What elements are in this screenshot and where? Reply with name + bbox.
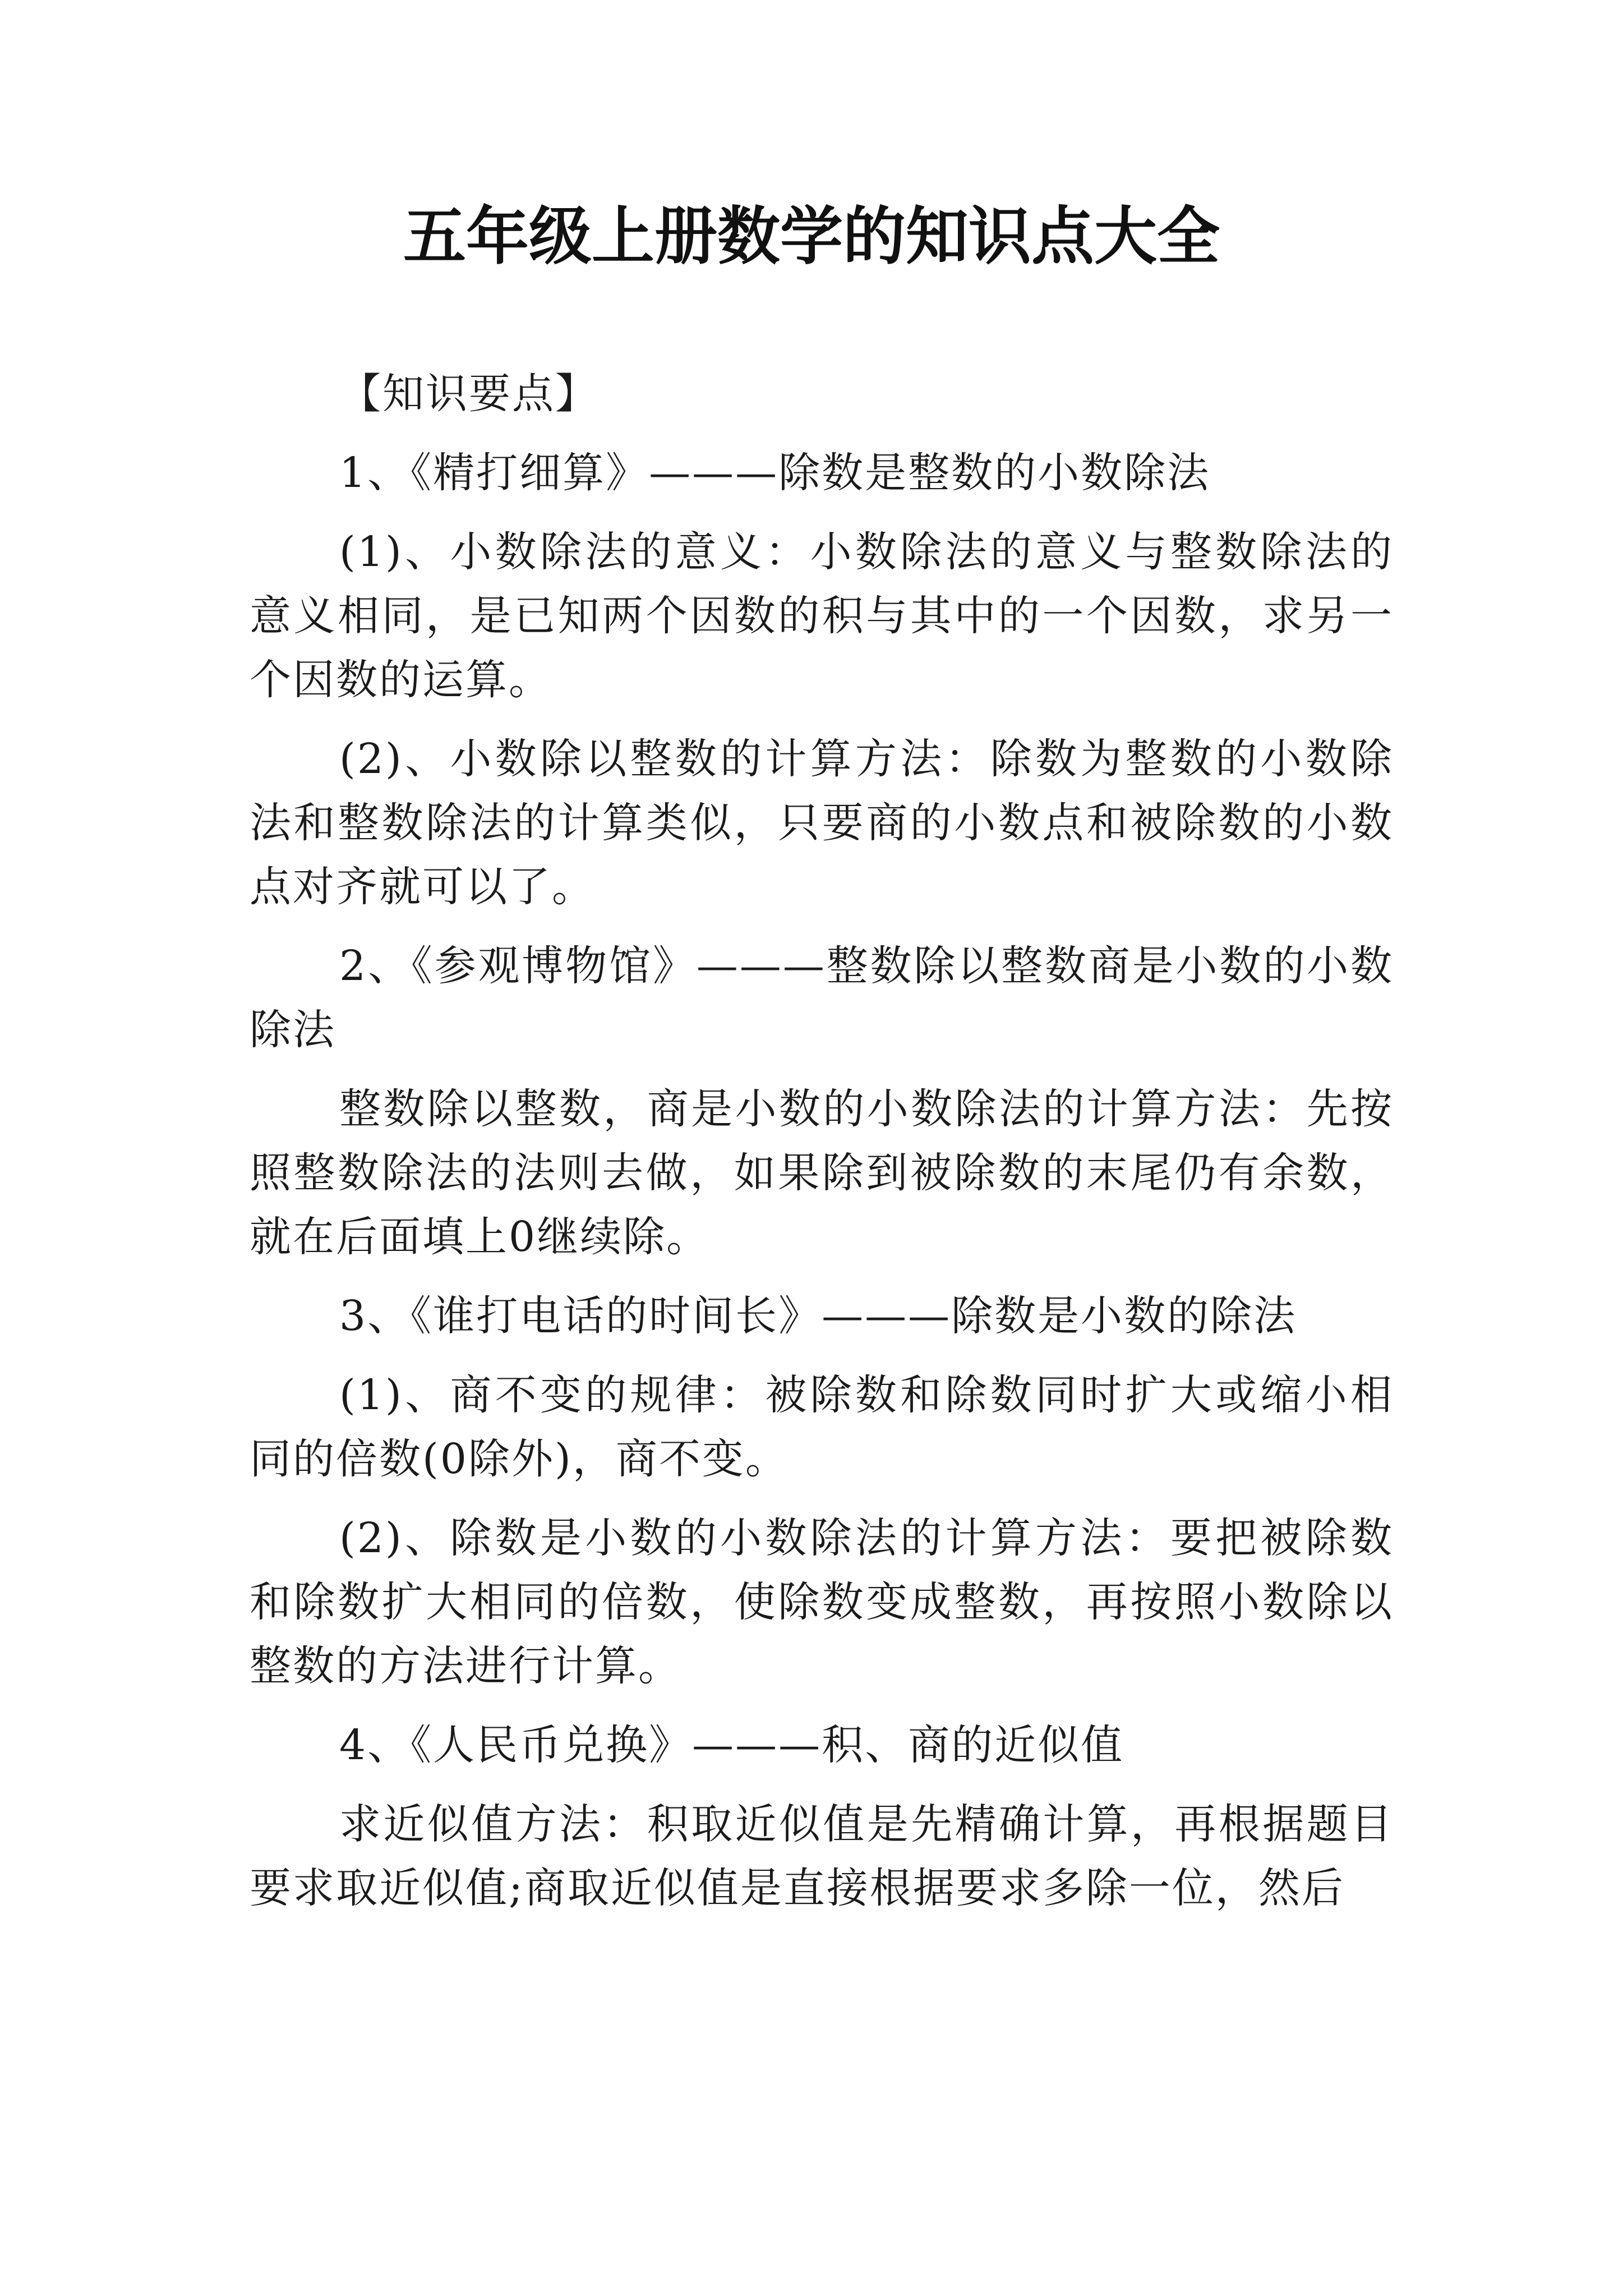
section-heading-4: 4、《人民币兑换》———积、商的近似值 [339, 1721, 1124, 1769]
paragraph-2-1: 整数除以整数，商是小数的小数除法的计算方法：先按照整数除法的法则去做，如果除到被除数的末尾仍有余数，就在后面填上0继续除。 [250, 1085, 1394, 1261]
paragraph-3-1: (1)、商不变的规律：被除数和除数同时扩大或缩小相同的倍数(0除外)，商不变。 [250, 1371, 1394, 1483]
section-heading-2: 2、《参观博物馆》———整数除以整数商是小数的小数除法 [250, 942, 1394, 1054]
paragraph-1-1: (1)、小数除法的意义：小数除法的意义与整数除法的意义相同，是已知两个因数的积与其中的一个因数，求另一个因数的运算。 [250, 528, 1394, 704]
paragraph-4-1: 求近似值方法：积取近似值是先精确计算，再根据题目要求取近似值;商取近似值是直接根据要求多除一位，然后 [250, 1800, 1394, 1912]
paragraph-3-2: (2)、除数是小数的小数除法的计算方法：要把被除数和除数扩大相同的倍数，使除数变成整数，再按照小数除以整数的方法进行计算。 [250, 1514, 1394, 1690]
document-body [250, 362, 1394, 1935]
section-heading-1: 1、《精打细算》———除数是整数的小数除法 [339, 449, 1211, 497]
section-label: 【知识要点】 [339, 370, 598, 418]
paragraph-1-2: (2)、小数除以整数的计算方法：除数为整数的小数除法和整数除法的计算类似，只要商的小数点和被除数的小数点对齐就可以了。 [250, 735, 1394, 911]
document-title: 五年级上册数学的知识点大全 [403, 200, 1220, 273]
section-heading-3: 3、《谁打电话的时间长》———除数是小数的除法 [339, 1292, 1297, 1340]
